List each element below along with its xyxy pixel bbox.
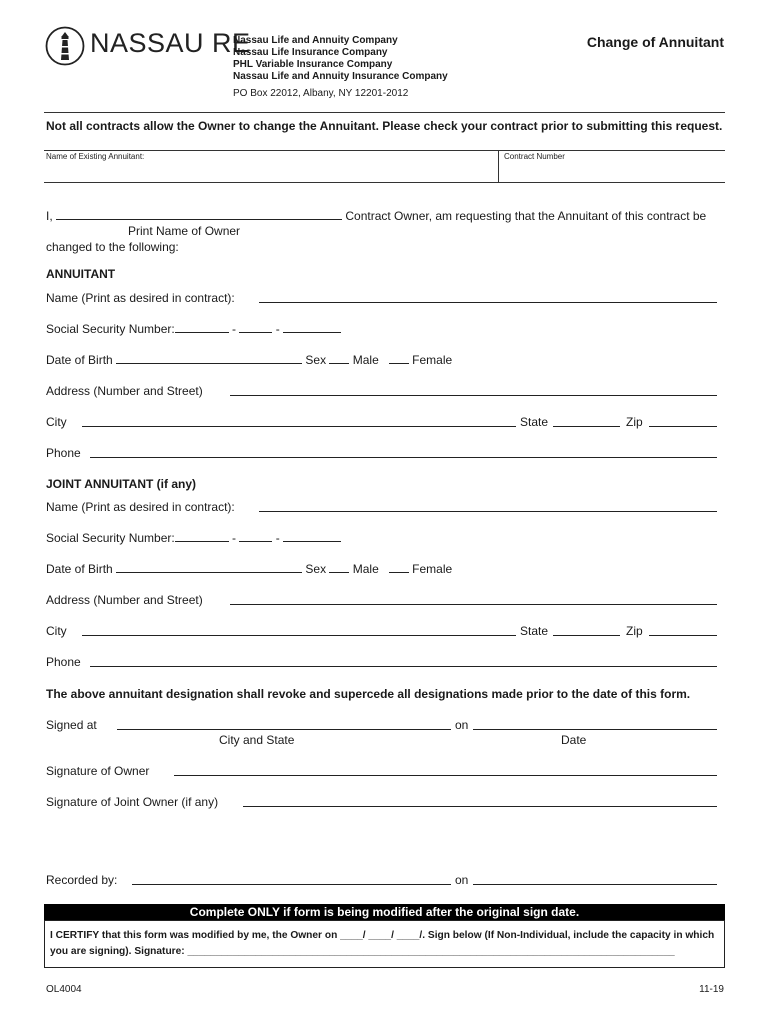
- annuitant-phone-label: Phone: [46, 446, 81, 460]
- owner-name-field[interactable]: [56, 209, 342, 220]
- annuitant-state-field[interactable]: [553, 416, 620, 427]
- joint-ssn-row: Social Security Number: - -: [46, 531, 341, 545]
- form-title: Change of Annuitant: [586, 34, 724, 50]
- signed-date-field[interactable]: [473, 719, 717, 730]
- signed-at-label: Signed at: [46, 718, 97, 732]
- dob-label: Date of Birth: [46, 562, 113, 576]
- ssn-label: Social Security Number:: [46, 322, 175, 336]
- male-checkbox[interactable]: [329, 562, 349, 573]
- joint-city-field[interactable]: [82, 625, 516, 636]
- logo-text: NASSAU RE: [90, 28, 251, 58]
- owner-suffix: Contract Owner, am requesting that the Annuitant of this contract be: [342, 209, 707, 223]
- annuitant-state-label: State: [520, 415, 549, 429]
- recorded-by-label: Recorded by:: [46, 873, 118, 887]
- annuitant-ssn-row: Social Security Number: - -: [46, 322, 341, 336]
- joint-zip-label: Zip: [626, 624, 643, 638]
- print-owner-label: Print Name of Owner: [128, 224, 241, 238]
- contract-number-field[interactable]: [499, 182, 725, 183]
- contract-number-label: Contract Number: [504, 152, 565, 161]
- recorded-by-field[interactable]: [132, 874, 451, 885]
- female-checkbox[interactable]: [389, 562, 409, 573]
- female-checkbox[interactable]: [389, 353, 409, 364]
- annuitant-city-label: City: [46, 415, 67, 429]
- header-divider: [44, 112, 725, 113]
- female-label: Female: [412, 353, 453, 367]
- form-version: 11-19: [699, 984, 724, 995]
- certify-text-line1: I CERTIFY that this form was modified by me, the Owner on ____/ ____/ ____/. Sign below (If Non-Individual, include the capacity in which: [50, 929, 715, 941]
- notice-divider: [44, 150, 725, 151]
- joint-phone-label: Phone: [46, 655, 81, 669]
- annuitant-zip-field[interactable]: [649, 416, 717, 427]
- notice-text: Not all contracts allow the Owner to change the Annuitant. Please check your contract prior to submitting this request.: [46, 119, 723, 133]
- ssn-field-2[interactable]: [239, 531, 272, 542]
- company-name: PHL Variable Insurance Company: [233, 59, 393, 70]
- annuitant-dob-row: [46, 353, 452, 367]
- annuitant-address-label: Address (Number and Street): [46, 384, 203, 398]
- joint-signature-field[interactable]: [243, 796, 717, 807]
- male-label: Male: [352, 353, 379, 367]
- company-name: Nassau Life Insurance Company: [233, 47, 388, 58]
- joint-state-label: State: [520, 624, 549, 638]
- certify-box: [44, 920, 725, 968]
- company-list: [233, 35, 448, 83]
- joint-dob-row: [46, 562, 452, 576]
- male-label: Male: [352, 562, 379, 576]
- revoke-statement: The above annuitant designation shall revoke and supercede all designations made prior to the date of this form.: [46, 687, 691, 701]
- dob-field[interactable]: [116, 353, 302, 364]
- existing-annuitant-label: Name of Existing Annuitant:: [46, 152, 145, 161]
- ssn-field-3[interactable]: [283, 531, 341, 542]
- form-id: OL4004: [46, 984, 82, 995]
- joint-address-field[interactable]: [230, 594, 717, 605]
- certify-text-line2: you are signing). Signature: ______________________________________________________________________________________: [50, 945, 675, 957]
- joint-zip-field[interactable]: [649, 625, 717, 636]
- owner-signature-field[interactable]: [174, 765, 717, 776]
- existing-annuitant-field[interactable]: [44, 182, 499, 183]
- ssn-label: Social Security Number:: [46, 531, 175, 545]
- company-name: Nassau Life and Annuity Insurance Company: [233, 71, 448, 82]
- mailing-address: PO Box 22012, Albany, NY 12201-2012: [233, 88, 409, 99]
- ssn-field-1[interactable]: [175, 531, 229, 542]
- recorded-date-field[interactable]: [473, 874, 717, 885]
- city-state-caption: City and State: [219, 733, 295, 747]
- joint-name-field[interactable]: [259, 501, 717, 512]
- signed-at-field[interactable]: [117, 719, 451, 730]
- sex-label: Sex: [305, 353, 327, 367]
- signed-on-label: on: [455, 718, 469, 732]
- joint-address-label: Address (Number and Street): [46, 593, 203, 607]
- date-caption: Date: [561, 733, 587, 747]
- male-checkbox[interactable]: [329, 353, 349, 364]
- field-divider: [498, 150, 499, 182]
- sex-label: Sex: [305, 562, 327, 576]
- joint-name-label: Name (Print as desired in contract):: [46, 500, 235, 514]
- certify-header: Complete ONLY if form is being modified after the original sign date.: [44, 904, 725, 920]
- recorded-on-label: on: [455, 873, 469, 887]
- annuitant-zip-label: Zip: [626, 415, 643, 429]
- female-label: Female: [412, 562, 453, 576]
- dob-field[interactable]: [116, 562, 302, 573]
- owner-signature-label: Signature of Owner: [46, 764, 150, 778]
- ssn-field-3[interactable]: [283, 322, 341, 333]
- company-name: Nassau Life and Annuity Company: [233, 35, 398, 46]
- joint-state-field[interactable]: [553, 625, 620, 636]
- annuitant-heading: ANNUITANT: [46, 267, 116, 281]
- owner-statement-line2: changed to the following:: [46, 240, 179, 254]
- certify-text: [50, 927, 715, 959]
- joint-annuitant-heading: JOINT ANNUITANT (if any): [46, 477, 196, 491]
- joint-city-label: City: [46, 624, 67, 638]
- annuitant-phone-field[interactable]: [90, 447, 717, 458]
- joint-phone-field[interactable]: [90, 656, 717, 667]
- owner-statement: [46, 209, 706, 223]
- annuitant-address-field[interactable]: [230, 385, 717, 396]
- lighthouse-logo-icon: [45, 26, 85, 66]
- joint-signature-label: Signature of Joint Owner (if any): [46, 795, 219, 809]
- dob-label: Date of Birth: [46, 353, 113, 367]
- ssn-field-2[interactable]: [239, 322, 272, 333]
- owner-prefix: I,: [46, 209, 57, 223]
- ssn-field-1[interactable]: [175, 322, 229, 333]
- annuitant-name-label: Name (Print as desired in contract):: [46, 291, 235, 305]
- annuitant-name-field[interactable]: [259, 292, 717, 303]
- annuitant-city-field[interactable]: [82, 416, 516, 427]
